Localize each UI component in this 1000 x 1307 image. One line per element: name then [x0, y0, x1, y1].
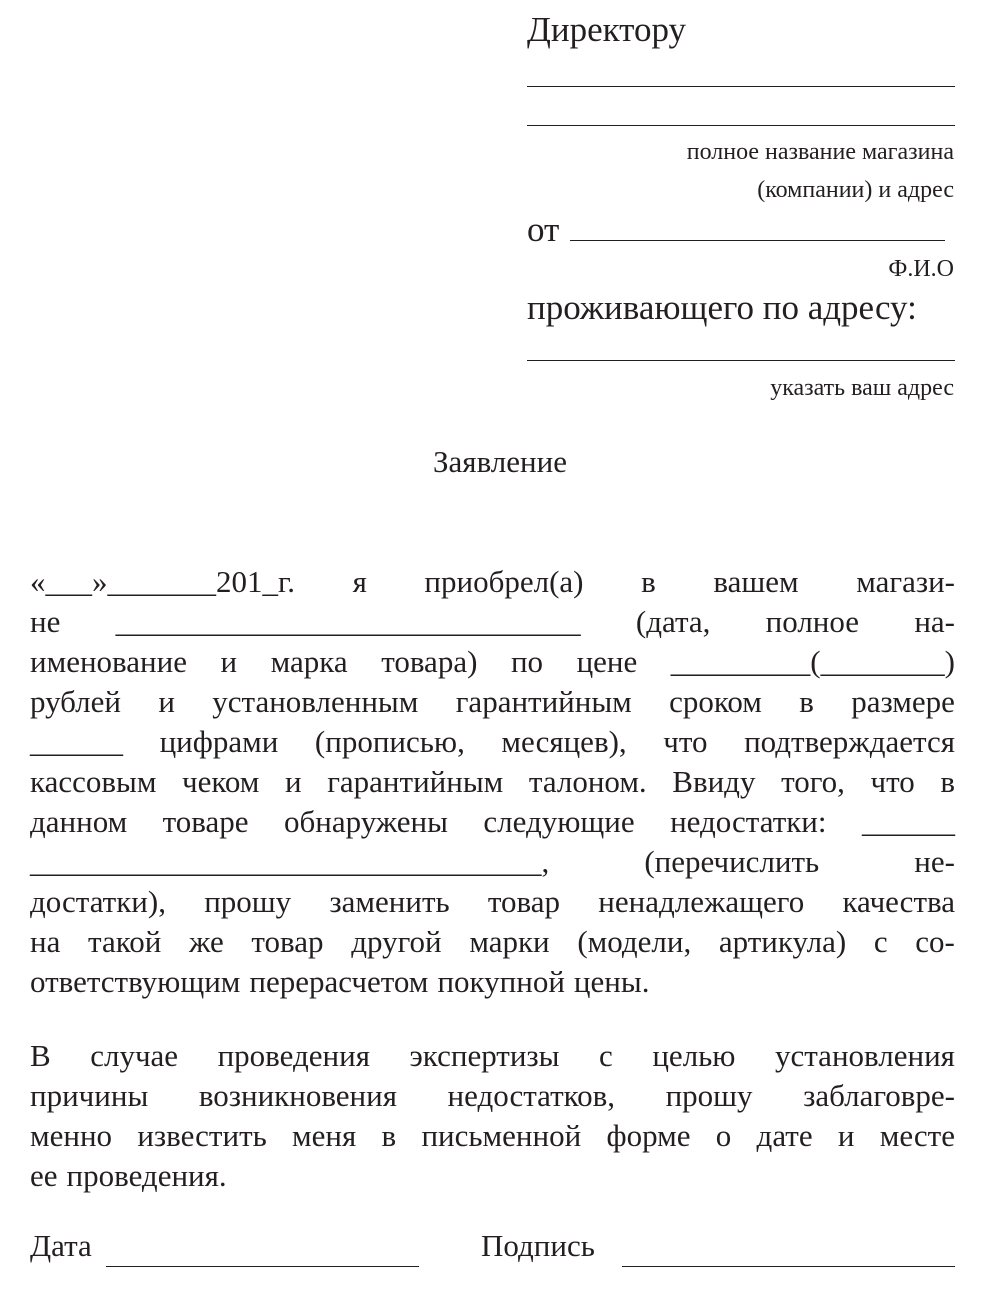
word: форме: [606, 1118, 691, 1153]
paragraph-line: [30, 922, 955, 962]
address-caption: указать ваш адрес: [770, 375, 954, 401]
word: данном: [30, 804, 128, 839]
date-label: Дата: [30, 1228, 92, 1263]
word: прошу: [665, 1078, 753, 1113]
word: со-: [915, 924, 955, 959]
paragraph-line: [30, 1156, 955, 1196]
word: ее: [30, 1158, 58, 1193]
word: экспертизы: [409, 1038, 560, 1073]
word: товар: [487, 884, 561, 919]
word: и: [220, 644, 238, 679]
word: с: [873, 924, 888, 959]
word: недостатков,: [447, 1078, 616, 1113]
word: В: [30, 1038, 51, 1073]
paragraph-line: [30, 962, 955, 1002]
store-name-line-1[interactable]: [527, 86, 955, 87]
store-caption-1: полное название магазина: [686, 139, 954, 165]
word: же: [188, 924, 224, 959]
document-title: Заявление: [433, 444, 567, 479]
word: перерасчетом: [249, 964, 429, 999]
paragraph-1: [30, 562, 955, 1002]
word: месяцев),: [501, 724, 627, 759]
word: другой: [351, 924, 442, 959]
blank-field[interactable]: ______: [861, 804, 955, 839]
word: качества: [842, 884, 955, 919]
word: чеком: [182, 764, 260, 799]
word: и: [285, 764, 302, 799]
word: Ввиду: [672, 764, 756, 799]
word: следующие: [483, 804, 635, 839]
word: гарантийным: [455, 684, 632, 719]
word: что: [870, 764, 915, 799]
word: и: [837, 1118, 855, 1153]
word: кассовым: [30, 764, 157, 799]
word: в: [940, 764, 955, 799]
word: дате: [756, 1118, 813, 1153]
date-line[interactable]: [106, 1266, 419, 1267]
paragraph-line: [30, 642, 955, 682]
word: установления: [775, 1038, 955, 1073]
word: товар: [251, 924, 324, 959]
word: проведения: [217, 1038, 370, 1073]
word: на-: [914, 604, 955, 639]
paragraph-line: [30, 562, 955, 602]
word: случае: [90, 1038, 179, 1073]
addressee-label: Директору: [527, 10, 687, 49]
word: прошу: [204, 884, 292, 919]
address-line[interactable]: [527, 360, 955, 361]
word: установленным: [212, 684, 419, 719]
word: известить: [137, 1118, 267, 1153]
word: полное: [765, 604, 860, 639]
paragraph-line: [30, 682, 955, 722]
paragraph-line: [30, 1116, 955, 1156]
word: в: [381, 1118, 397, 1153]
word: проведения.: [66, 1158, 227, 1193]
word: обнаружены: [283, 804, 448, 839]
word: месте: [879, 1118, 955, 1153]
blank-field[interactable]: «___»_______201_г.: [30, 564, 295, 599]
paragraph-line: [30, 1076, 955, 1116]
word: марки: [469, 924, 550, 959]
word: что: [663, 724, 708, 759]
word: покупной: [437, 964, 565, 999]
word: цены.: [573, 964, 650, 999]
blank-field[interactable]: ______: [30, 724, 123, 759]
word: (перечислить: [644, 844, 820, 879]
signature-line[interactable]: [622, 1266, 955, 1267]
word: гарантийным: [327, 764, 504, 799]
word: подтверждается: [744, 724, 955, 759]
word: цене: [576, 644, 638, 679]
word: меня: [292, 1118, 357, 1153]
paragraph-2: [30, 1036, 955, 1196]
word: марка: [270, 644, 348, 679]
word: вашем: [713, 564, 799, 599]
word: цифрами: [159, 724, 279, 759]
blank-field[interactable]: ______________________________: [115, 604, 581, 639]
word: (дата,: [635, 604, 711, 639]
word: достатки),: [30, 884, 166, 919]
word: того,: [781, 764, 845, 799]
word: товара): [381, 644, 478, 679]
word: приобрел(а): [424, 564, 584, 599]
word: менно: [30, 1118, 113, 1153]
word: не: [30, 604, 61, 639]
word: ответствующим: [30, 964, 241, 999]
word: магази-: [856, 564, 955, 599]
blank-field[interactable]: _________(________): [670, 644, 955, 679]
word: письменной: [421, 1118, 582, 1153]
word: рублей: [30, 684, 122, 719]
word: не-: [914, 844, 955, 879]
paragraph-line: [30, 762, 955, 802]
paragraph-line: [30, 1036, 955, 1076]
word: в: [799, 684, 814, 719]
word: товаре: [162, 804, 249, 839]
word: ненадлежащего: [598, 884, 805, 919]
paragraph-line: [30, 842, 955, 882]
word: сроком: [669, 684, 762, 719]
paragraph-line: [30, 802, 955, 842]
word: талоном.: [528, 764, 647, 799]
word: о: [715, 1118, 732, 1153]
word: на: [30, 924, 61, 959]
from-label: от: [527, 210, 560, 249]
word: причины: [30, 1078, 149, 1113]
word: размере: [851, 684, 955, 719]
word: с: [599, 1038, 613, 1073]
fio-line[interactable]: [570, 240, 945, 241]
residing-label: проживающего по адресу:: [527, 288, 917, 327]
word: я: [352, 564, 367, 599]
blank-field[interactable]: _________________________________,: [30, 844, 550, 879]
paragraph-line: [30, 602, 955, 642]
word: заменить: [329, 884, 450, 919]
signature-label: Подпись: [481, 1228, 595, 1263]
word: по: [510, 644, 544, 679]
paragraph-line: [30, 882, 955, 922]
word: (прописью,: [314, 724, 465, 759]
word: именование: [30, 644, 187, 679]
word: и: [158, 684, 175, 719]
fio-caption: Ф.И.О: [888, 256, 954, 282]
word: в: [641, 564, 656, 599]
word: такой: [88, 924, 162, 959]
word: целью: [652, 1038, 736, 1073]
store-caption-2: (компании) и адрес: [757, 177, 954, 203]
word: заблаговре-: [803, 1078, 955, 1113]
word: возникновения: [198, 1078, 397, 1113]
word: (модели,: [577, 924, 692, 959]
paragraph-line: [30, 722, 955, 762]
word: артикула): [718, 924, 847, 959]
word: недостатки:: [670, 804, 827, 839]
store-name-line-2[interactable]: [527, 125, 955, 126]
